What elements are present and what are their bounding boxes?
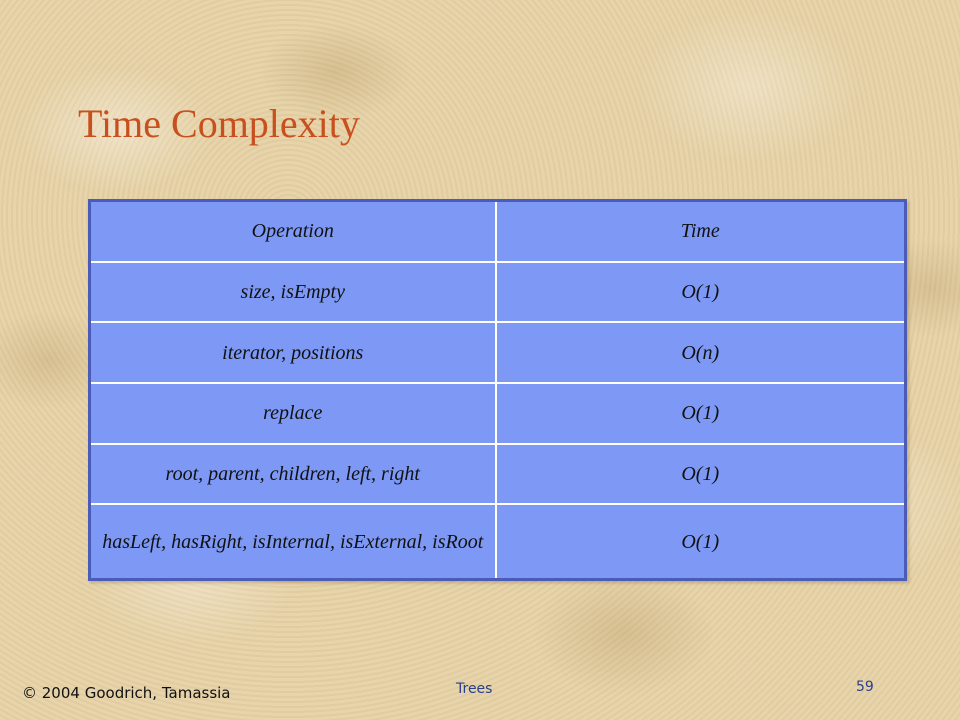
time-cell: O(1) bbox=[496, 262, 906, 323]
operation-cell: replace bbox=[90, 383, 496, 444]
time-cell: O(1) bbox=[496, 504, 906, 579]
table-row bbox=[90, 383, 906, 444]
page-number: 59 bbox=[856, 679, 874, 695]
operation-cell: hasLeft, hasRight, isInternal, isExternal, isRoot bbox=[90, 504, 496, 579]
table-row bbox=[90, 444, 906, 505]
time-cell: O(1) bbox=[496, 444, 906, 505]
operation-cell: root, parent, children, left, right bbox=[90, 444, 496, 505]
footer-subject: Trees bbox=[456, 681, 493, 697]
table-row bbox=[90, 262, 906, 323]
table-row bbox=[90, 322, 906, 383]
time-cell: O(n) bbox=[496, 322, 906, 383]
time-cell: O(1) bbox=[496, 383, 906, 444]
table-header-row bbox=[90, 201, 906, 262]
slide-title: Time Complexity bbox=[78, 101, 360, 146]
operation-cell: iterator, positions bbox=[90, 322, 496, 383]
operation-cell: size, isEmpty bbox=[90, 262, 496, 323]
table-row bbox=[90, 504, 906, 579]
complexity-table bbox=[88, 199, 907, 581]
copyright-notice: © 2004 Goodrich, Tamassia bbox=[22, 684, 231, 702]
header-time: Time bbox=[496, 201, 906, 262]
header-operation: Operation bbox=[90, 201, 496, 262]
